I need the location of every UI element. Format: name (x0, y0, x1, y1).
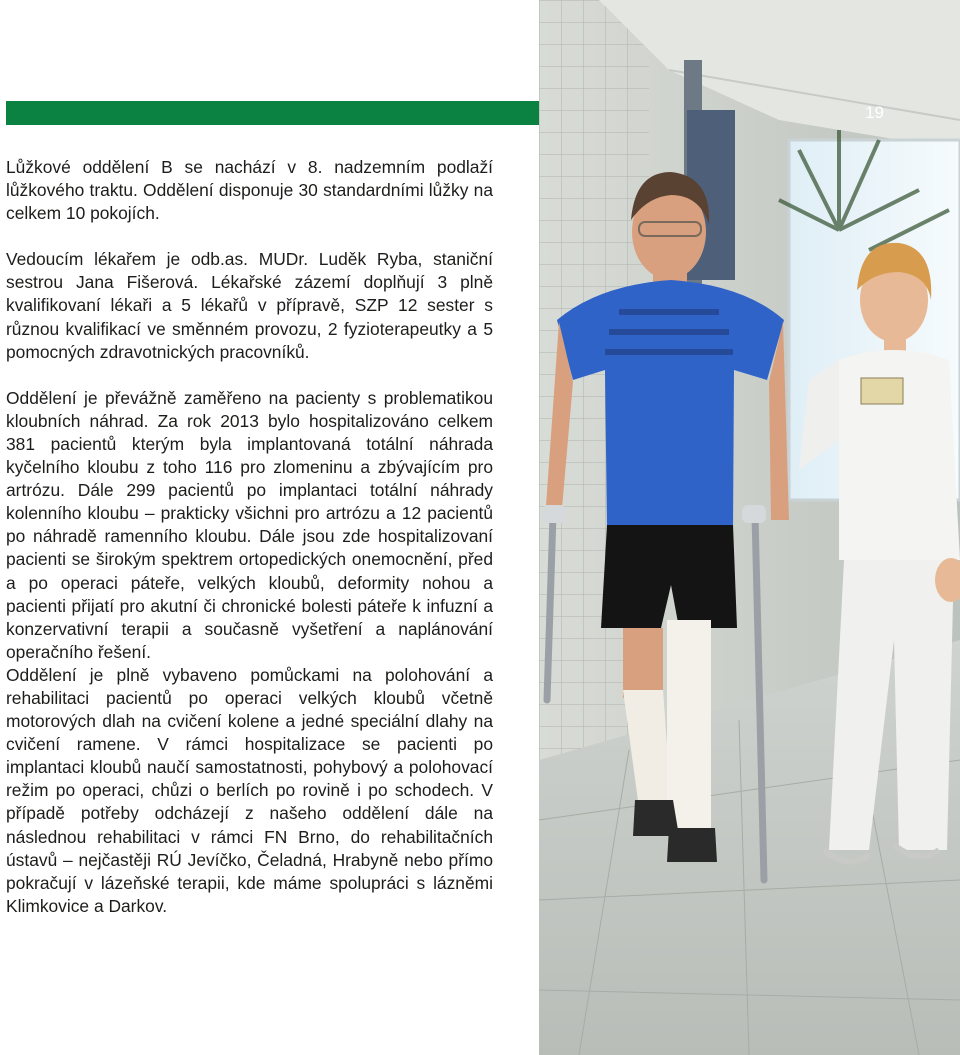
page-number: 19 (865, 103, 884, 122)
paragraph-ward-location: Lůžkové oddělení B se nachází v 8. nadzemním podlaží lůžkového traktu. Oddělení disponuje 30 standardními lůžky na celkem 10 pokojích. (6, 157, 493, 224)
hospital-corridor-photo (539, 0, 960, 1055)
paragraph-staff: Vedoucím lékařem je odb.as. MUDr. Luděk Ryba, staniční sestrou Jana Fišerová. Lékařské zázemí doplňují 3 plně kvalifikovaní lékaři a 5 lékařů v přípravě, SZP 12 sester s různou kvalifikací ve směnném provozu, 2 fyzioterapeutky a 5 pomocných zdravotnických pracovníků. (6, 249, 493, 362)
paragraph-equipment: Oddělení je plně vybaveno pomůckami na polohování a rehabilitaci pacientů po operaci velkých kloubů včetně motorových dlah na cvičení kolene a jedné speciální dlahy na cvičení ramene. V rámci hospitalizace se pacienti po implantaci kloubů naučí samostatnosti, pohybový a polohovací režim po operaci, chůzi o berlích po rovině i po schodech. V případě potřeby odcházejí z našeho oddělení dále na následnou rehabilitaci v rámci FN Brno, do rehabilitačních ústavů – nejčastěji RÚ Jevíčko, Čeladná, Hrabyně nebo přímo pokračují v lázeňské terapii, kde máme spolupráci s lázněmi Klimkovice a Darkov. (6, 664, 493, 916)
article-text (6, 156, 493, 918)
paragraph-focus: Oddělení je převážně zaměřeno na pacienty s problematikou kloubních náhrad. Za rok 2013 bylo hospitalizováno celkem 381 pacientů kterým byla implantovaná totální náhrada kyčelního kloubu z toho 116 pro zlomeninu a zbývajícím pro artrózu. Dále 299 pacientů po implantaci totální náhrady kolenního kloubu – prakticky všichni pro artrózu a 12 pacientů po náhradě ramenního kloubu. Dále jsou zde hospitalizovaní pacienti se širokým spektrem ortopedických onemocnění, před a po operaci páteře, velkých kloubů, deformity nohou a pacienti přijatí pro akutní či chronické bolesti páteře k infuzní a konzervativní terapii a současně vyšetření a naplánování operačního řešení. (6, 387, 493, 662)
